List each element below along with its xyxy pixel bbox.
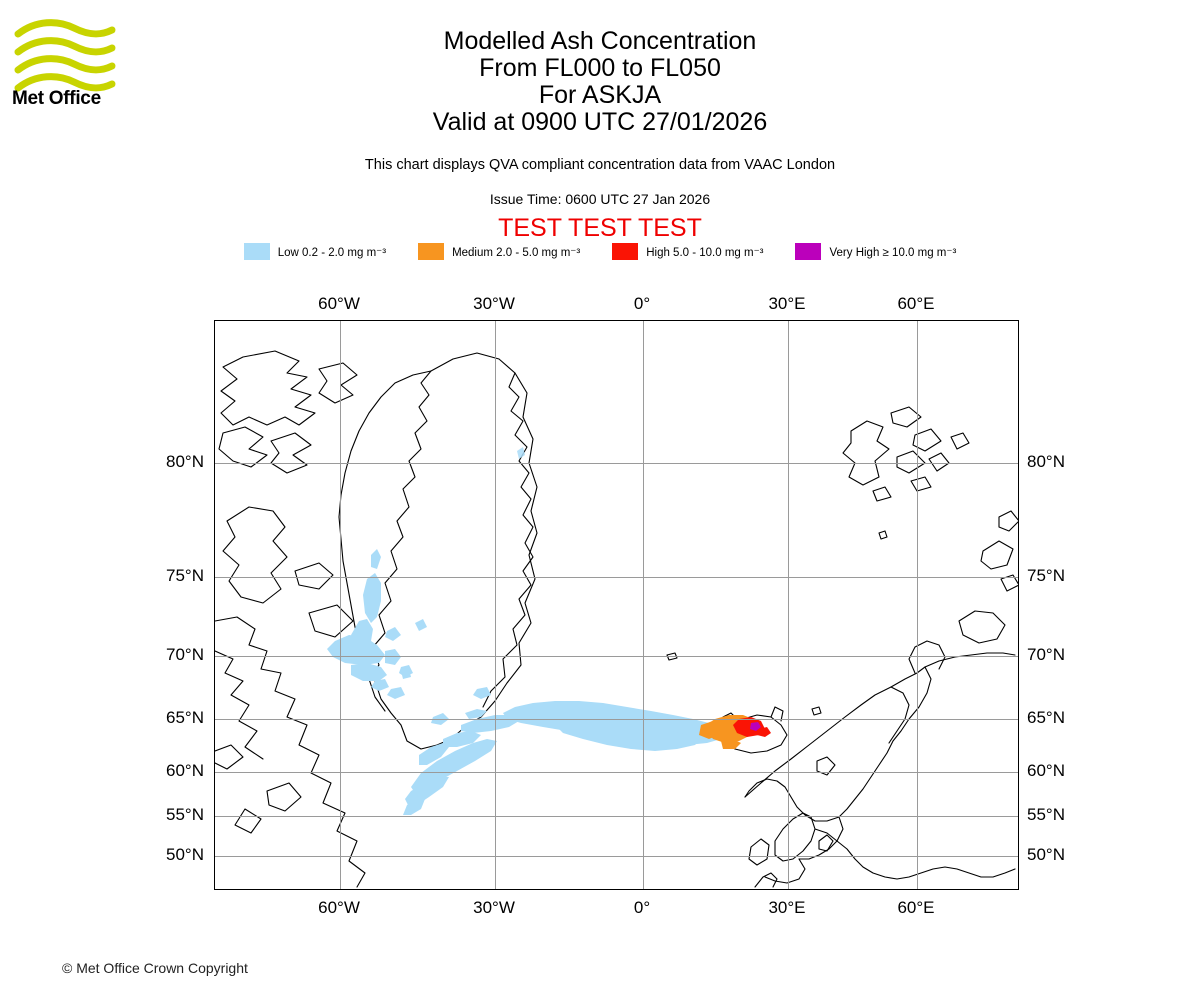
gridline-lon-30e — [788, 321, 789, 889]
legend-item-low — [244, 243, 386, 260]
legend-swatch-low — [244, 243, 270, 260]
coastline-layer — [215, 321, 1019, 890]
gridline-lon-60w — [340, 321, 341, 889]
y-tick-label-70n-right: 70°N — [1027, 645, 1065, 664]
issue-time: Issue Time: 0600 UTC 27 Jan 2026 — [489, 191, 711, 207]
page-title — [0, 28, 1200, 136]
gridline-lat-60n — [215, 772, 1018, 773]
title-line-1: Modelled Ash Concentration — [443, 27, 757, 55]
y-tick-label-75n-right: 75°N — [1027, 566, 1065, 585]
legend-swatch-very-high — [795, 243, 821, 260]
concentration-legend — [0, 243, 1200, 260]
gridline-lon-60e — [917, 321, 918, 889]
x-tick-label-60e-bottom: 60°E — [897, 898, 935, 917]
ash-plume-layer — [327, 447, 771, 815]
y-tick-label-55n-left: 55°N — [166, 805, 204, 824]
y-tick-label-50n-right: 50°N — [1027, 845, 1065, 864]
x-tick-label-0-bottom: 0° — [633, 898, 651, 917]
x-tick-label-60w: 60°W — [318, 294, 360, 313]
legend-label-medium: Medium 2.0 - 5.0 mg m⁻³ — [452, 246, 581, 259]
x-tick-label-60w-bottom: 60°W — [318, 898, 360, 917]
legend-item-high — [612, 243, 763, 260]
legend-swatch-high — [612, 243, 638, 260]
copyright-notice: © Met Office Crown Copyright — [62, 960, 248, 976]
y-tick-label-80n-left: 80°N — [166, 452, 204, 471]
gridline-lat-50n — [215, 856, 1018, 857]
x-tick-label-60e: 60°E — [897, 294, 935, 313]
gridline-lat-55n — [215, 816, 1018, 817]
x-tick-label-30w: 30°W — [473, 294, 515, 313]
chart-description: This chart displays QVA compliant concentration data from VAAC London — [364, 157, 836, 173]
legend-item-very-high — [795, 243, 956, 260]
legend-label-very-high: Very High ≥ 10.0 mg m⁻³ — [829, 246, 957, 259]
y-tick-label-55n-right: 55°N — [1027, 805, 1065, 824]
map-container — [166, 294, 1065, 917]
gridline-lon-0 — [643, 321, 644, 889]
legend-swatch-medium — [418, 243, 444, 260]
map-plot-area[interactable] — [214, 320, 1019, 890]
title-line-2: From FL000 to FL050 — [479, 54, 721, 82]
y-tick-label-60n-right: 60°N — [1027, 761, 1065, 780]
ash-low-region — [327, 447, 727, 815]
title-line-3: For ASKJA — [538, 81, 662, 109]
x-tick-label-30e-bottom: 30°E — [768, 898, 806, 917]
title-line-4: Valid at 0900 UTC 27/01/2026 — [432, 108, 768, 136]
x-tick-label-30e: 30°E — [768, 294, 806, 313]
gridline-lat-70n — [215, 656, 1018, 657]
x-tick-label-30w-bottom: 30°W — [473, 898, 515, 917]
y-tick-label-65n-right: 65°N — [1027, 708, 1065, 727]
y-tick-label-60n-left: 60°N — [166, 761, 204, 780]
x-tick-label-0: 0° — [633, 294, 651, 313]
y-tick-label-80n-right: 80°N — [1027, 452, 1065, 471]
test-banner: TEST TEST TEST — [498, 214, 702, 242]
gridline-lat-75n — [215, 577, 1018, 578]
legend-label-low: Low 0.2 - 2.0 mg m⁻³ — [277, 246, 387, 259]
y-tick-label-70n-left: 70°N — [166, 645, 204, 664]
legend-item-medium — [418, 243, 580, 260]
gridline-lat-80n — [215, 463, 1018, 464]
y-tick-label-75n-left: 75°N — [166, 566, 204, 585]
gridline-lat-65n — [215, 719, 1018, 720]
y-tick-label-65n-left: 65°N — [166, 708, 204, 727]
y-tick-label-50n-left: 50°N — [166, 845, 204, 864]
met-office-wordmark: Met Office — [12, 88, 101, 109]
legend-label-high: High 5.0 - 10.0 mg m⁻³ — [646, 246, 764, 259]
gridline-lon-30w — [495, 321, 496, 889]
